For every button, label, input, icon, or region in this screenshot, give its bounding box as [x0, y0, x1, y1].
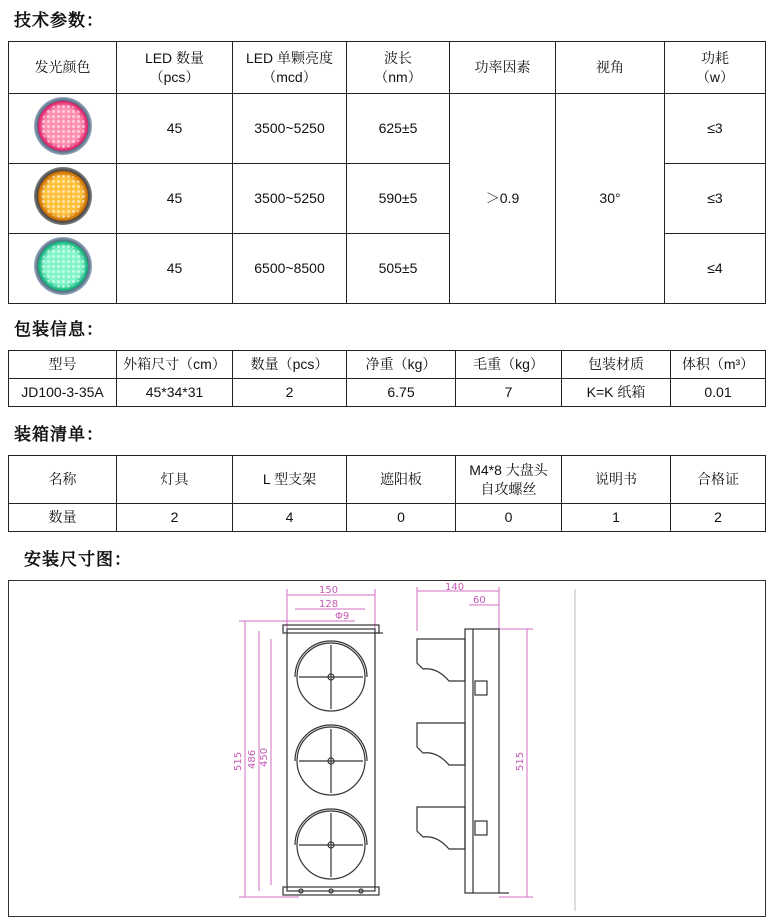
color-cell — [9, 234, 117, 304]
quantity-cell: 2 — [233, 379, 347, 407]
item-screws: M4*8 大盘头 自攻螺丝 — [456, 456, 562, 504]
qty-cell: 45 — [117, 94, 233, 164]
header-name: 名称 — [9, 456, 117, 504]
header-brightness: LED 单颗亮度 （mcd） — [233, 42, 347, 94]
wavelength-cell: 505±5 — [347, 234, 450, 304]
header-quantity: 数量（pcs） — [233, 351, 347, 379]
header-qty: 数量 — [9, 504, 117, 532]
wavelength-cell: 590±5 — [347, 164, 450, 234]
table-header-row — [9, 351, 766, 379]
green-led-icon — [34, 237, 92, 295]
package-table — [8, 350, 766, 407]
brightness-cell: 6500~8500 — [233, 234, 347, 304]
gross-weight-cell: 7 — [456, 379, 562, 407]
view-angle-cell: 30° — [556, 94, 665, 304]
item-manual: 说明书 — [562, 456, 671, 504]
dim-side-height: 515 — [515, 751, 526, 771]
header-color: 发光颜色 — [9, 42, 117, 94]
header-power: 功耗 （w） — [665, 42, 766, 94]
sunshade-3 — [417, 807, 465, 849]
power-cell: ≤4 — [665, 234, 766, 304]
item-certificate: 合格证 — [671, 456, 766, 504]
qty-cell: 2 — [671, 504, 766, 532]
dim-width-outer: 150 — [319, 585, 339, 596]
table-row — [9, 94, 766, 164]
tech-section-title: 技术参数： — [14, 11, 104, 31]
qty-cell: 4 — [233, 504, 347, 532]
qty-cell: 0 — [347, 504, 456, 532]
dim-side-inner: 60 — [473, 595, 486, 606]
sunshade-1 — [417, 639, 465, 681]
brightness-cell: 3500~5250 — [233, 164, 347, 234]
qty-cell: 1 — [562, 504, 671, 532]
item-bracket: L 型支架 — [233, 456, 347, 504]
box-size-cell: 45*34*31 — [117, 379, 233, 407]
lamp-unit-1 — [295, 641, 367, 711]
header-power-factor: 功率因素 — [450, 42, 556, 94]
qty-cell: 45 — [117, 164, 233, 234]
dim-hole: Φ9 — [335, 611, 350, 622]
side-housing — [465, 629, 499, 893]
header-box-size: 外箱尺寸（cm） — [117, 351, 233, 379]
table-header-row — [9, 456, 766, 504]
power-factor-cell: ＞0.9 — [450, 94, 556, 304]
qty-cell: 0 — [456, 504, 562, 532]
power-cell: ≤3 — [665, 94, 766, 164]
table-row — [9, 379, 766, 407]
lamp-unit-2 — [295, 725, 367, 795]
header-view-angle: 视角 — [556, 42, 665, 94]
header-material: 包装材质 — [562, 351, 671, 379]
packing-list-section-title: 装箱清单： — [14, 425, 104, 445]
packing-list-table — [8, 455, 766, 532]
brightness-cell: 3500~5250 — [233, 94, 347, 164]
color-cell — [9, 164, 117, 234]
dim-width-inner: 128 — [319, 599, 339, 610]
header-led-qty: LED 数量 （pcs） — [117, 42, 233, 94]
header-model: 型号 — [9, 351, 117, 379]
header-net-weight: 净重（kg） — [347, 351, 456, 379]
qty-cell: 45 — [117, 234, 233, 304]
header-gross-weight: 毛重（kg） — [456, 351, 562, 379]
sunshade-2 — [417, 723, 465, 765]
dim-height-mid: 486 — [247, 749, 258, 769]
yellow-led-icon — [34, 167, 92, 225]
dim-side-width: 140 — [445, 582, 465, 593]
dimension-diagram — [9, 581, 765, 916]
volume-cell: 0.01 — [671, 379, 766, 407]
model-cell: JD100-3-35A — [9, 379, 117, 407]
red-led-icon — [34, 97, 92, 155]
install-section-title: 安装尺寸图： — [24, 550, 132, 570]
item-sunshade: 遮阳板 — [347, 456, 456, 504]
table-header-row — [9, 42, 766, 94]
net-weight-cell: 6.75 — [347, 379, 456, 407]
power-cell: ≤3 — [665, 164, 766, 234]
table-row — [9, 504, 766, 532]
qty-cell: 2 — [117, 504, 233, 532]
wavelength-cell: 625±5 — [347, 94, 450, 164]
tech-spec-table — [8, 41, 766, 304]
installation-drawing — [8, 580, 766, 917]
header-wavelength: 波长 （nm） — [347, 42, 450, 94]
material-cell: K=K 纸箱 — [562, 379, 671, 407]
dim-height-total: 515 — [233, 751, 244, 771]
package-section-title: 包装信息： — [14, 320, 104, 340]
dim-height-inner: 450 — [259, 747, 270, 767]
header-volume: 体积（m³） — [671, 351, 766, 379]
color-cell — [9, 94, 117, 164]
item-lamp: 灯具 — [117, 456, 233, 504]
lamp-unit-3 — [295, 809, 367, 879]
